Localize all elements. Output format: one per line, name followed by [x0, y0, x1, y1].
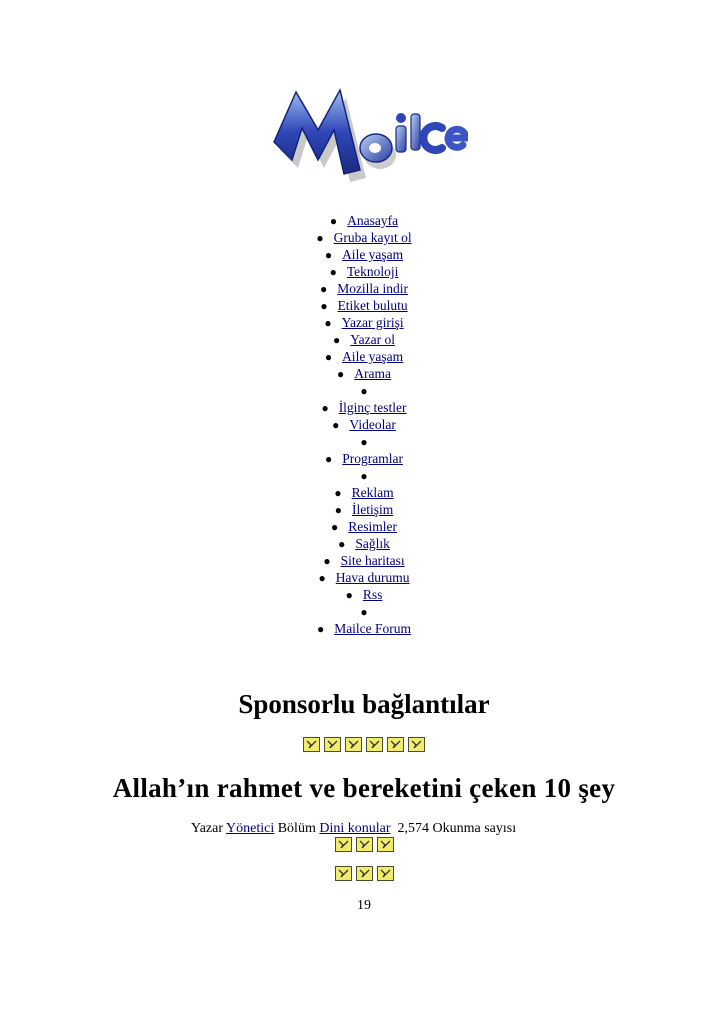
nav-link-iletisim[interactable]: İletişim	[352, 502, 394, 517]
mailce-logo[interactable]	[256, 78, 468, 196]
ad-link-icon[interactable]	[377, 866, 394, 881]
nav-link-arama[interactable]: Arama	[354, 366, 391, 381]
nav-item-yazar-ol	[0, 331, 728, 348]
ad-link-icon[interactable]	[335, 837, 352, 852]
nav-link-aile-yasam-2[interactable]: Aile yaşam	[342, 349, 404, 364]
bullet-icon: ●	[334, 503, 342, 517]
page-number: 19	[357, 898, 371, 913]
sponsor-heading: Sponsorlu bağlantılar	[238, 689, 490, 719]
bullet-icon: ●	[360, 384, 368, 398]
bullet-icon: ●	[329, 214, 338, 228]
author-label: Yazar	[191, 821, 224, 836]
author-link[interactable]: Yönetici	[226, 821, 275, 836]
nav-item-aile-yasam-2	[0, 348, 728, 365]
bullet-icon: ●	[323, 554, 331, 568]
nav-link-yazar-girisi[interactable]: Yazar girişi	[341, 315, 404, 330]
article-title: Allah’ın rahmet ve bereketini çeken 10 şey	[112, 773, 616, 803]
article-icon-row	[0, 837, 728, 852]
nav-link-aile-yasam[interactable]: Aile yaşam	[342, 247, 404, 262]
bullet-icon: ●	[321, 401, 329, 415]
nav-item-ilginc-testler	[0, 399, 728, 416]
bullet-icon: ●	[316, 622, 325, 636]
nav-link-resimler[interactable]: Resimler	[348, 519, 397, 534]
section-label: Bölüm	[277, 821, 316, 836]
nav-link-anasayfa[interactable]: Anasayfa	[347, 213, 399, 228]
section-link[interactable]: Dini konular	[319, 821, 391, 836]
nav-link-hava-durumu[interactable]: Hava durumu	[335, 570, 410, 585]
article-meta	[191, 820, 516, 838]
nav-list	[0, 212, 728, 637]
nav-item-mailce-forum	[0, 620, 728, 637]
nav-item-arama	[0, 365, 728, 382]
bullet-icon: ●	[337, 367, 345, 381]
bullet-icon: ●	[334, 486, 342, 500]
bullet-icon: ●	[333, 333, 341, 347]
nav-item-site-haritasi	[0, 552, 728, 569]
bullet-icon: ●	[360, 605, 368, 619]
bullet-icon: ●	[324, 248, 333, 262]
nav-link-saglik[interactable]: Sağlık	[355, 536, 390, 551]
bullet-icon: ●	[324, 350, 333, 364]
nav-item-yazar-girisi	[0, 314, 728, 331]
nav-item-aile-yasam	[0, 246, 728, 263]
nav-link-gruba-kayit-ol[interactable]: Gruba kayıt ol	[333, 230, 412, 245]
bullet-icon: ●	[338, 537, 346, 551]
nav-item-programlar	[0, 450, 728, 467]
nav-link-ilginc-testler[interactable]: İlginç testler	[338, 400, 407, 415]
ad-link-icon[interactable]	[377, 837, 394, 852]
nav-link-etiket-bulutu[interactable]: Etiket bulutu	[337, 298, 408, 313]
nav-link-teknoloji[interactable]: Teknoloji	[346, 264, 399, 279]
ad-link-icon[interactable]	[303, 737, 320, 752]
bullet-icon: ●	[345, 588, 353, 602]
nav-item-empty	[0, 467, 728, 484]
nav-item-empty	[0, 433, 728, 450]
nav-item-rss	[0, 586, 728, 603]
nav-item-teknoloji	[0, 263, 728, 280]
nav-link-programlar[interactable]: Programlar	[342, 451, 403, 466]
nav-item-anasayfa	[0, 212, 728, 229]
nav-link-mailce-forum[interactable]: Mailce Forum	[334, 621, 412, 636]
nav-link-rss[interactable]: Rss	[362, 587, 383, 602]
ad-link-icon[interactable]	[345, 737, 362, 752]
bullet-icon: ●	[331, 520, 339, 534]
nav-item-iletisim	[0, 501, 728, 518]
ad-link-icon[interactable]	[366, 737, 383, 752]
ad-link-icon[interactable]	[408, 737, 425, 752]
bullet-icon: ●	[325, 452, 333, 466]
sponsor-icon-row	[0, 737, 728, 752]
nav-item-reklam	[0, 484, 728, 501]
nav-item-resimler	[0, 518, 728, 535]
nav-link-reklam[interactable]: Reklam	[351, 485, 394, 500]
view-count: 2,574 Okunma sayısı	[397, 821, 517, 836]
mailce-logo-graphic	[256, 78, 468, 196]
nav-link-yazar-ol[interactable]: Yazar ol	[350, 332, 395, 347]
nav-item-saglik	[0, 535, 728, 552]
nav-item-hava-durumu	[0, 569, 728, 586]
ad-link-icon[interactable]	[356, 866, 373, 881]
nav-link-mozilla-indir[interactable]: Mozilla indir	[337, 281, 409, 296]
nav-link-videolar[interactable]: Videolar	[349, 417, 396, 432]
bullet-icon: ●	[360, 435, 368, 449]
ad-link-icon[interactable]	[387, 737, 404, 752]
bullet-icon: ●	[329, 265, 337, 279]
bullet-icon: ●	[324, 316, 332, 330]
nav-item-videolar	[0, 416, 728, 433]
bullet-icon: ●	[360, 469, 368, 483]
ad-link-icon[interactable]	[335, 866, 352, 881]
nav-item-empty	[0, 382, 728, 399]
nav-item-gruba-kayit-ol	[0, 229, 728, 246]
bullet-icon: ●	[319, 282, 328, 296]
nav-item-mozilla-indir	[0, 280, 728, 297]
ad-link-icon[interactable]	[356, 837, 373, 852]
ad-link-icon[interactable]	[324, 737, 341, 752]
bullet-icon: ●	[318, 571, 326, 585]
bullet-icon: ●	[332, 418, 340, 432]
nav-item-empty	[0, 603, 728, 620]
article-icon-row	[0, 866, 728, 881]
bullet-icon: ●	[320, 299, 328, 313]
nav-item-etiket-bulutu	[0, 297, 728, 314]
nav-link-site-haritasi[interactable]: Site haritası	[340, 553, 405, 568]
bullet-icon: ●	[316, 231, 324, 245]
